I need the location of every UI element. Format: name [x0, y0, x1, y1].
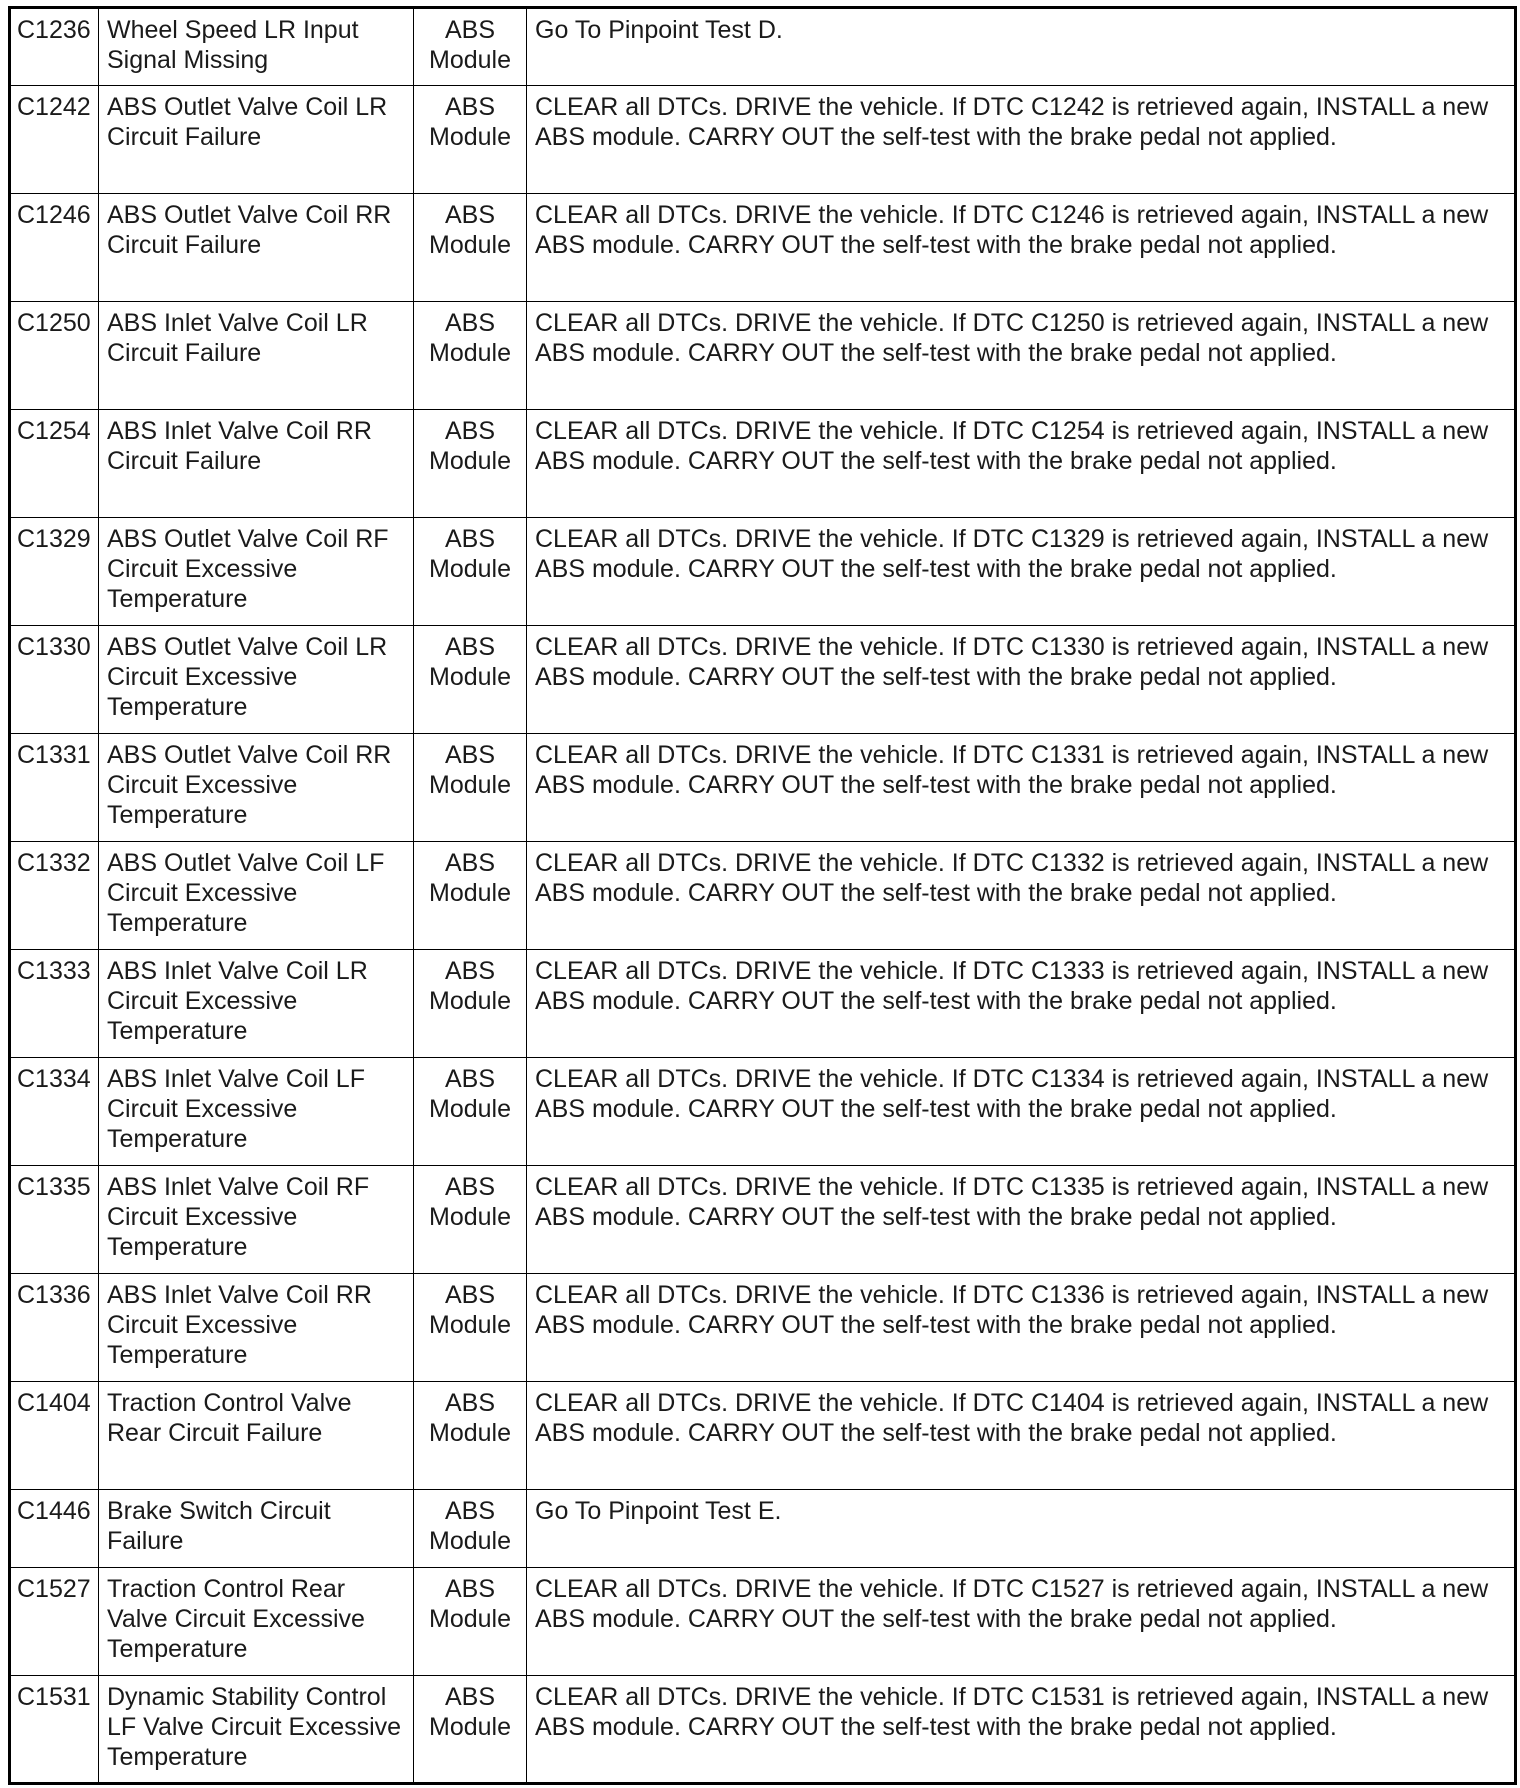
table-row: [10, 626, 1516, 734]
dtc-code-cell: [10, 734, 99, 842]
dtc-action: CLEAR all DTCs. DRIVE the vehicle. If DTC C1333 is retrieved again, INSTALL a new ABS module. CARRY OUT the self-test with the brake pedal not applied.: [535, 957, 1489, 1015]
table-row: [10, 86, 1516, 194]
dtc-code-cell: [10, 1274, 99, 1382]
dtc-code-cell: [10, 1058, 99, 1166]
dtc-description-cell: [99, 86, 414, 194]
dtc-module: ABS Module: [429, 16, 511, 74]
table-row: [10, 410, 1516, 518]
dtc-description: Traction Control Valve Rear Circuit Failure: [107, 1389, 352, 1447]
dtc-module-cell: [414, 950, 527, 1058]
dtc-action: Go To Pinpoint Test D.: [535, 16, 783, 44]
dtc-code: C1330: [17, 633, 91, 661]
dtc-code-cell: [10, 1490, 99, 1568]
dtc-description: ABS Outlet Valve Coil RF Circuit Excessive Temperature: [107, 525, 389, 613]
dtc-action-cell: [527, 950, 1516, 1058]
dtc-description: ABS Inlet Valve Coil LR Circuit Failure: [107, 309, 368, 367]
dtc-code: C1254: [17, 417, 91, 445]
table-row: [10, 1058, 1516, 1166]
dtc-module: ABS Module: [429, 1389, 511, 1447]
table-row: [10, 734, 1516, 842]
dtc-description-cell: [99, 626, 414, 734]
dtc-module: ABS Module: [429, 1497, 511, 1555]
dtc-description: ABS Inlet Valve Coil LR Circuit Excessive Temperature: [107, 957, 368, 1045]
dtc-module: ABS Module: [429, 309, 511, 367]
dtc-module: ABS Module: [429, 957, 511, 1015]
dtc-description: ABS Inlet Valve Coil RF Circuit Excessive Temperature: [107, 1173, 370, 1261]
dtc-code-cell: [10, 842, 99, 950]
dtc-description: ABS Outlet Valve Coil LF Circuit Excessive Temperature: [107, 849, 385, 937]
dtc-module-cell: [414, 734, 527, 842]
dtc-description: ABS Outlet Valve Coil RR Circuit Excessive Temperature: [107, 741, 392, 829]
dtc-action-cell: [527, 626, 1516, 734]
dtc-code: C1404: [17, 1389, 91, 1417]
dtc-description: Dynamic Stability Control LF Valve Circuit Excessive Temperature: [107, 1683, 402, 1771]
dtc-description: ABS Inlet Valve Coil RR Circuit Failure: [107, 417, 372, 475]
table-row: [10, 1490, 1516, 1568]
dtc-action-cell: [527, 1058, 1516, 1166]
table-row: [10, 194, 1516, 302]
dtc-action-cell: [527, 302, 1516, 410]
dtc-module-cell: [414, 1166, 527, 1274]
dtc-action-cell: [527, 410, 1516, 518]
dtc-code-cell: [10, 950, 99, 1058]
dtc-description-cell: [99, 518, 414, 626]
dtc-code: C1242: [17, 93, 91, 121]
dtc-module-cell: [414, 842, 527, 950]
table-row: [10, 518, 1516, 626]
dtc-action: CLEAR all DTCs. DRIVE the vehicle. If DTC C1329 is retrieved again, INSTALL a new ABS module. CARRY OUT the self-test with the brake pedal not applied.: [535, 525, 1489, 583]
dtc-code: C1334: [17, 1065, 91, 1093]
dtc-action: CLEAR all DTCs. DRIVE the vehicle. If DTC C1335 is retrieved again, INSTALL a new ABS module. CARRY OUT the self-test with the brake pedal not applied.: [535, 1173, 1489, 1231]
dtc-description-cell: [99, 842, 414, 950]
dtc-action: CLEAR all DTCs. DRIVE the vehicle. If DTC C1531 is retrieved again, INSTALL a new ABS module. CARRY OUT the self-test with the brake pedal not applied.: [535, 1683, 1489, 1741]
dtc-description-cell: [99, 1676, 414, 1784]
dtc-description-cell: [99, 1058, 414, 1166]
dtc-module-cell: [414, 86, 527, 194]
dtc-action-cell: [527, 8, 1516, 86]
dtc-module: ABS Module: [429, 1683, 511, 1741]
dtc-description: ABS Inlet Valve Coil LF Circuit Excessive Temperature: [107, 1065, 365, 1153]
dtc-description: ABS Outlet Valve Coil RR Circuit Failure: [107, 201, 392, 259]
dtc-description-cell: [99, 1568, 414, 1676]
table-row: [10, 842, 1516, 950]
dtc-action: CLEAR all DTCs. DRIVE the vehicle. If DTC C1334 is retrieved again, INSTALL a new ABS module. CARRY OUT the self-test with the brake pedal not applied.: [535, 1065, 1489, 1123]
dtc-module-cell: [414, 626, 527, 734]
table-row: [10, 1676, 1516, 1784]
dtc-action-cell: [527, 1274, 1516, 1382]
dtc-code-cell: [10, 8, 99, 86]
dtc-action-cell: [527, 194, 1516, 302]
dtc-module: ABS Module: [429, 525, 511, 583]
dtc-code: C1336: [17, 1281, 91, 1309]
dtc-action: CLEAR all DTCs. DRIVE the vehicle. If DTC C1250 is retrieved again, INSTALL a new ABS module. CARRY OUT the self-test with the brake pedal not applied.: [535, 309, 1489, 367]
dtc-module-cell: [414, 410, 527, 518]
dtc-code-cell: [10, 1568, 99, 1676]
dtc-code-cell: [10, 302, 99, 410]
table-row: [10, 1568, 1516, 1676]
table-row: [10, 1274, 1516, 1382]
dtc-action-cell: [527, 1676, 1516, 1784]
dtc-code: C1531: [17, 1683, 91, 1711]
dtc-module: ABS Module: [429, 201, 511, 259]
dtc-action: CLEAR all DTCs. DRIVE the vehicle. If DTC C1336 is retrieved again, INSTALL a new ABS module. CARRY OUT the self-test with the brake pedal not applied.: [535, 1281, 1489, 1339]
dtc-module: ABS Module: [429, 1173, 511, 1231]
dtc-action-cell: [527, 842, 1516, 950]
dtc-module: ABS Module: [429, 849, 511, 907]
dtc-code: C1446: [17, 1497, 91, 1525]
dtc-description-cell: [99, 302, 414, 410]
dtc-module-cell: [414, 8, 527, 86]
dtc-code: C1335: [17, 1173, 91, 1201]
dtc-module: ABS Module: [429, 417, 511, 475]
dtc-code-cell: [10, 1166, 99, 1274]
dtc-action: CLEAR all DTCs. DRIVE the vehicle. If DTC C1254 is retrieved again, INSTALL a new ABS module. CARRY OUT the self-test with the brake pedal not applied.: [535, 417, 1489, 475]
dtc-table: [8, 6, 1517, 1785]
dtc-code: C1246: [17, 201, 91, 229]
dtc-action-cell: [527, 1568, 1516, 1676]
dtc-action: CLEAR all DTCs. DRIVE the vehicle. If DTC C1330 is retrieved again, INSTALL a new ABS module. CARRY OUT the self-test with the brake pedal not applied.: [535, 633, 1489, 691]
dtc-description-cell: [99, 734, 414, 842]
dtc-description-cell: [99, 8, 414, 86]
dtc-action: CLEAR all DTCs. DRIVE the vehicle. If DTC C1332 is retrieved again, INSTALL a new ABS module. CARRY OUT the self-test with the brake pedal not applied.: [535, 849, 1489, 907]
dtc-module-cell: [414, 1382, 527, 1490]
dtc-description: Brake Switch Circuit Failure: [107, 1497, 331, 1555]
dtc-module-cell: [414, 194, 527, 302]
dtc-action: CLEAR all DTCs. DRIVE the vehicle. If DTC C1404 is retrieved again, INSTALL a new ABS module. CARRY OUT the self-test with the brake pedal not applied.: [535, 1389, 1489, 1447]
dtc-code-cell: [10, 1382, 99, 1490]
dtc-description: Wheel Speed LR Input Signal Missing: [107, 16, 359, 74]
dtc-module: ABS Module: [429, 93, 511, 151]
dtc-code: C1527: [17, 1575, 91, 1603]
dtc-code-cell: [10, 518, 99, 626]
dtc-code-cell: [10, 1676, 99, 1784]
dtc-action-cell: [527, 1490, 1516, 1568]
dtc-code: C1332: [17, 849, 91, 877]
dtc-action: CLEAR all DTCs. DRIVE the vehicle. If DTC C1331 is retrieved again, INSTALL a new ABS module. CARRY OUT the self-test with the brake pedal not applied.: [535, 741, 1489, 799]
dtc-code-cell: [10, 86, 99, 194]
dtc-description-cell: [99, 194, 414, 302]
dtc-module: ABS Module: [429, 1281, 511, 1339]
dtc-module: ABS Module: [429, 633, 511, 691]
dtc-table-body: [10, 8, 1516, 1784]
dtc-description: ABS Outlet Valve Coil LR Circuit Failure: [107, 93, 388, 151]
dtc-code: C1333: [17, 957, 91, 985]
dtc-module-cell: [414, 1490, 527, 1568]
dtc-description-cell: [99, 1382, 414, 1490]
dtc-code: C1236: [17, 16, 91, 44]
dtc-code-cell: [10, 194, 99, 302]
dtc-action: Go To Pinpoint Test E.: [535, 1497, 782, 1525]
dtc-description: Traction Control Rear Valve Circuit Excessive Temperature: [107, 1575, 365, 1663]
dtc-module-cell: [414, 1058, 527, 1166]
dtc-action: CLEAR all DTCs. DRIVE the vehicle. If DTC C1527 is retrieved again, INSTALL a new ABS module. CARRY OUT the self-test with the brake pedal not applied.: [535, 1575, 1489, 1633]
dtc-module: ABS Module: [429, 1065, 511, 1123]
dtc-description-cell: [99, 1274, 414, 1382]
dtc-description: ABS Inlet Valve Coil RR Circuit Excessive Temperature: [107, 1281, 372, 1369]
table-row: [10, 1166, 1516, 1274]
dtc-module-cell: [414, 1274, 527, 1382]
table-row: [10, 8, 1516, 86]
table-row: [10, 1382, 1516, 1490]
dtc-description-cell: [99, 950, 414, 1058]
dtc-action-cell: [527, 1382, 1516, 1490]
dtc-action-cell: [527, 518, 1516, 626]
dtc-action-cell: [527, 86, 1516, 194]
dtc-action: CLEAR all DTCs. DRIVE the vehicle. If DTC C1242 is retrieved again, INSTALL a new ABS module. CARRY OUT the self-test with the brake pedal not applied.: [535, 93, 1489, 151]
dtc-code-cell: [10, 626, 99, 734]
dtc-code: C1331: [17, 741, 91, 769]
table-row: [10, 950, 1516, 1058]
dtc-module-cell: [414, 518, 527, 626]
dtc-action-cell: [527, 734, 1516, 842]
dtc-module-cell: [414, 1676, 527, 1784]
dtc-module-cell: [414, 302, 527, 410]
dtc-code: C1250: [17, 309, 91, 337]
dtc-code: C1329: [17, 525, 91, 553]
dtc-module: ABS Module: [429, 741, 511, 799]
dtc-description-cell: [99, 1166, 414, 1274]
dtc-description-cell: [99, 410, 414, 518]
dtc-description-cell: [99, 1490, 414, 1568]
dtc-module: ABS Module: [429, 1575, 511, 1633]
table-row: [10, 302, 1516, 410]
dtc-code-cell: [10, 410, 99, 518]
dtc-action-cell: [527, 1166, 1516, 1274]
dtc-description: ABS Outlet Valve Coil LR Circuit Excessive Temperature: [107, 633, 388, 721]
dtc-module-cell: [414, 1568, 527, 1676]
dtc-action: CLEAR all DTCs. DRIVE the vehicle. If DTC C1246 is retrieved again, INSTALL a new ABS module. CARRY OUT the self-test with the brake pedal not applied.: [535, 201, 1489, 259]
